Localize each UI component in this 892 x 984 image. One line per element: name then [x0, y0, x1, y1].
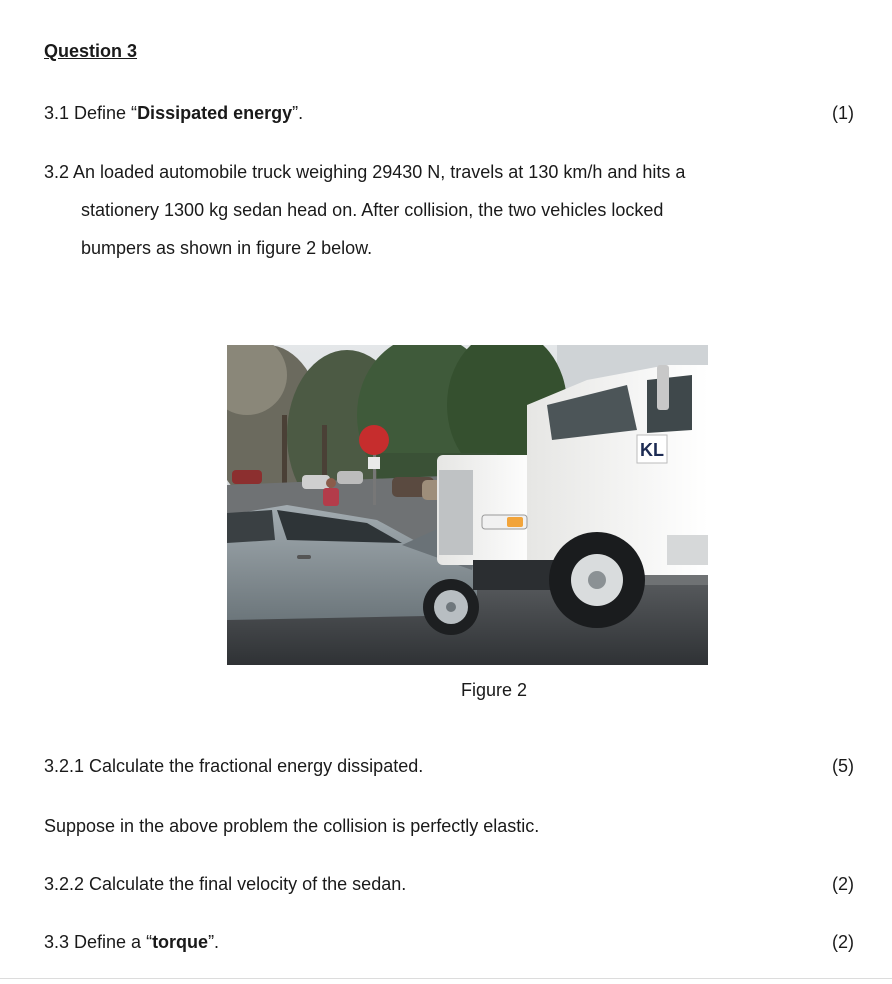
stop-sign: [359, 425, 389, 455]
person-head: [326, 478, 336, 488]
question-3-2-line-1: 3.2 An loaded automobile truck weighing 29430 N, travels at 130 km/h and hits a: [44, 162, 686, 182]
truck-logo: KL: [640, 440, 664, 460]
question-3-2-1: 3.2.1 Calculate the fractional energy dissipated.: [44, 756, 424, 776]
question-3-1-marks: (1): [832, 103, 854, 123]
sign-plate: [368, 457, 380, 469]
person-body: [323, 488, 339, 506]
collision-photo: [227, 345, 708, 665]
elastic-note: Suppose in the above problem the collision is perfectly elastic.: [44, 816, 540, 836]
question-3-3-suffix: ”.: [208, 932, 220, 952]
question-3-3: [44, 932, 219, 953]
figure-caption: Figure 2: [461, 680, 528, 700]
question-heading: Question 3: [44, 41, 138, 61]
question-3-1-prefix: 3.1 Define “: [44, 103, 138, 123]
question-3-3-marks: (2): [832, 932, 854, 952]
question-3-3-term: torque: [152, 932, 209, 952]
question-3-1: [44, 103, 303, 124]
question-3-3-prefix: 3.3 Define a “: [44, 932, 153, 952]
bg-car: [232, 470, 262, 484]
bottom-divider: [0, 978, 892, 979]
bg-car: [337, 471, 363, 484]
question-3-1-term: Dissipated energy: [137, 103, 293, 123]
question-3-2-line-2: stationery 1300 kg sedan head on. After collision, the two vehicles locked: [81, 200, 664, 220]
question-3-2-1-marks: (5): [832, 756, 854, 776]
question-3-2-2-marks: (2): [832, 874, 854, 894]
bg-car: [302, 475, 330, 489]
question-3-2-line-3: bumpers as shown in figure 2 below.: [81, 238, 373, 258]
question-3-1-suffix: ”.: [292, 103, 304, 123]
question-3-2-2: 3.2.2 Calculate the final velocity of the sedan.: [44, 874, 407, 894]
